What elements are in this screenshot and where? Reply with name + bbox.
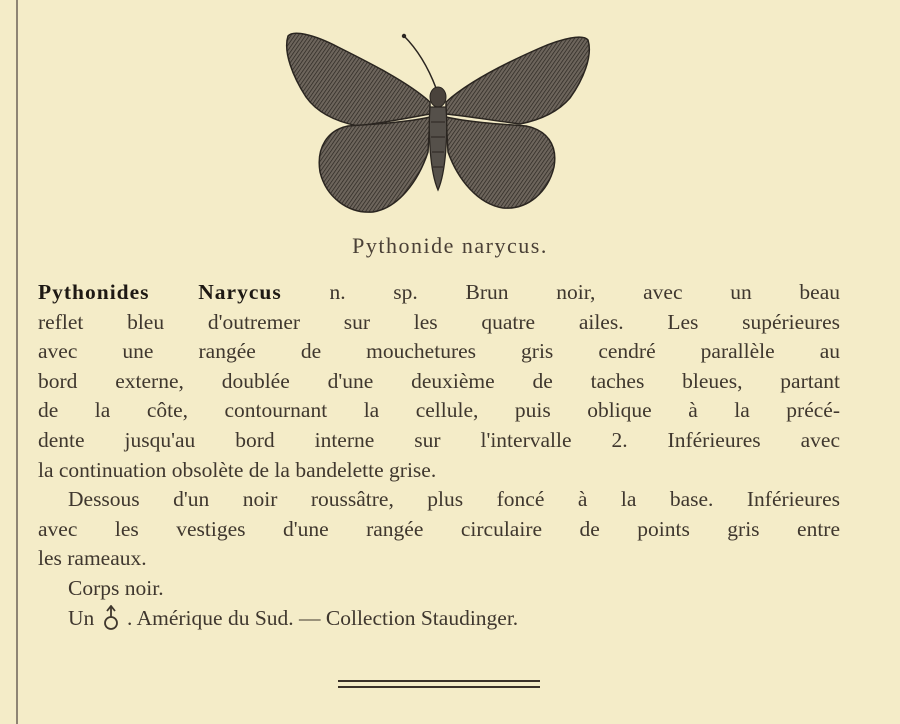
text-line	[38, 278, 840, 308]
text-line: de la côte, contournant la cellule, puis oblique à la précé-	[38, 398, 840, 423]
text-line	[38, 604, 840, 634]
text-line: Dessous d'un noir roussâtre, plus foncé à la base. Inférieures	[68, 487, 840, 512]
page-margin-rule	[16, 0, 18, 724]
species-name: Pythonides Narycus	[38, 280, 282, 304]
text-span: . Amérique du Sud. — Collection Staudinger.	[127, 605, 519, 630]
male-symbol-icon	[100, 605, 122, 631]
text-line: avec une rangée de mouchetures gris cendré parallèle au	[38, 339, 840, 364]
text-line: bord externe, doublée d'une deuxième de taches bleues, partant	[38, 368, 840, 393]
butterfly-illustration	[278, 22, 598, 222]
text-span: Un	[68, 605, 95, 630]
text-line: les rameaux.	[38, 546, 147, 571]
text-line: la continuation obsolète de la bandelette grise.	[38, 457, 437, 482]
text-line: reflet bleu d'outremer sur les quatre ailes. Les supérieures	[38, 309, 840, 334]
species-description	[38, 278, 840, 633]
text-line: Corps noir.	[68, 575, 164, 600]
figure-caption: Pythonide narycus.	[352, 233, 548, 258]
text-line: dente jusqu'au bord interne sur l'intervalle 2. Inférieures avec	[38, 427, 840, 452]
section-end-double-rule	[338, 680, 540, 688]
text-line: avec les vestiges d'une rangée circulaire de points gris entre	[38, 516, 840, 541]
text-span: n. sp. Brun noir, avec un beau	[329, 280, 841, 304]
